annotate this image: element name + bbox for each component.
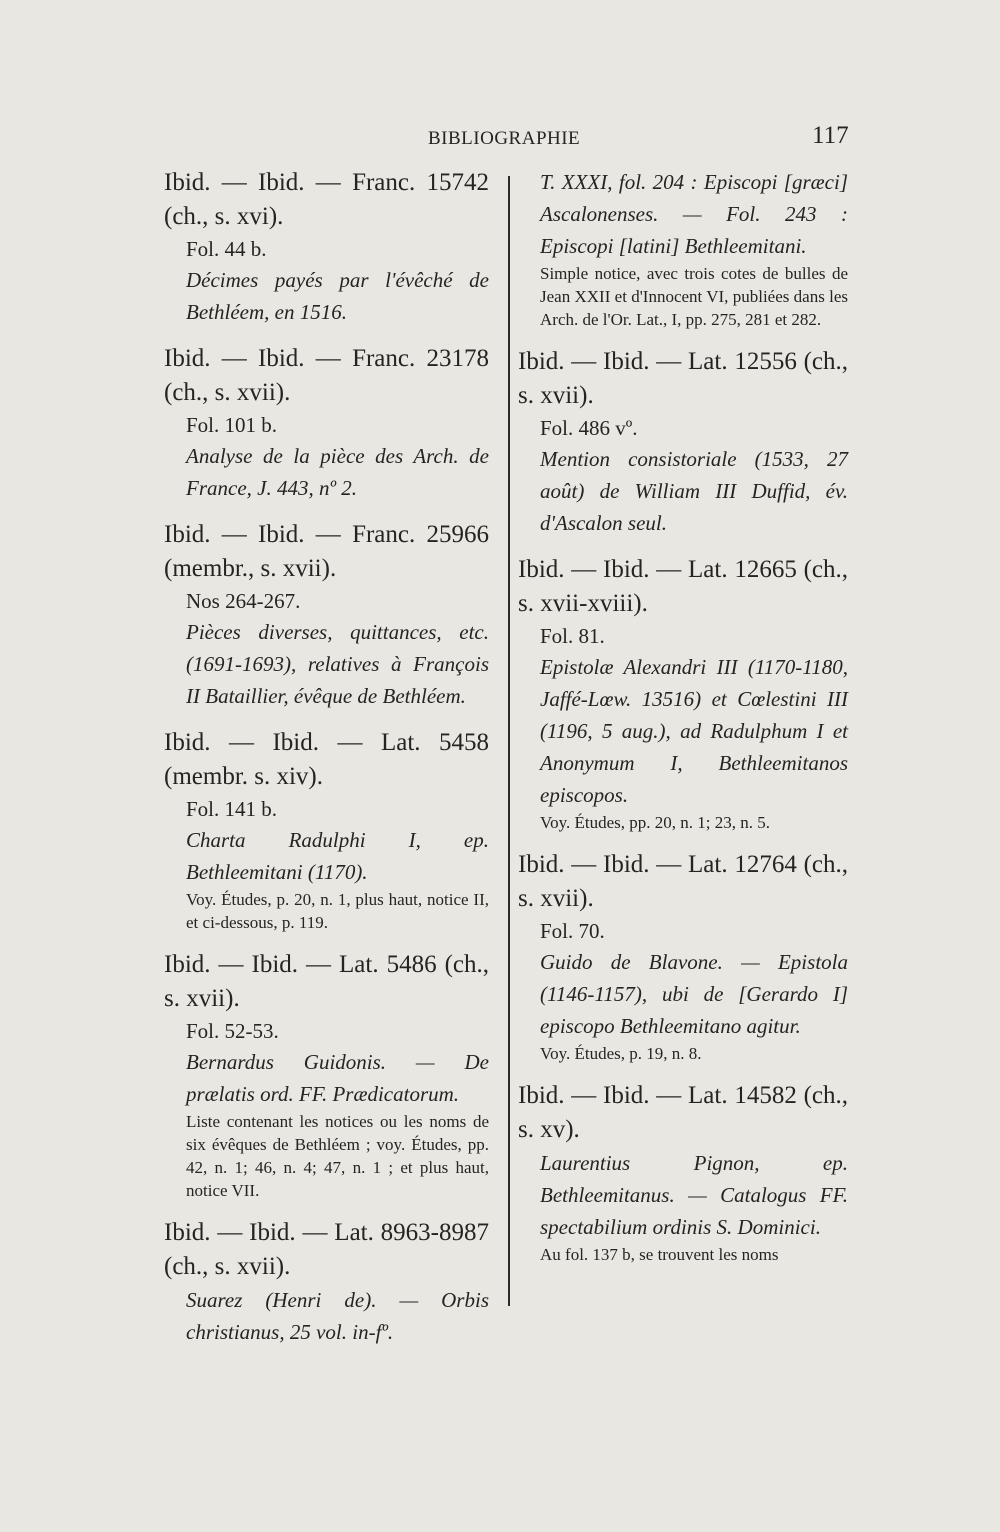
entry-folio: Fol. 101 b. <box>186 413 278 437</box>
page-number: 117 <box>812 122 849 149</box>
bibliography-entry <box>518 553 848 834</box>
entry-heading: Ibid. — Ibid. — Lat. 5458 (membr. s. xiv). <box>164 729 489 790</box>
entry-heading: Ibid. — Ibid. — Lat. 12764 (ch., s. xvii). <box>518 851 848 912</box>
entry-heading: Ibid. — Ibid. — Lat. 12665 (ch., s. xvii-xviii). <box>518 556 848 617</box>
left-column <box>164 166 489 1362</box>
bibliography-entry <box>518 848 848 1065</box>
bibliography-entry <box>518 166 848 331</box>
entry-title: Laurentius Pignon, ep. Bethleemitanus. — Catalogus FF. spectabilium ordinis S. Dominici. <box>540 1151 848 1239</box>
entry-title: Pièces diverses, quittances, etc. (1691-1693), relatives à François II Bataillier, évêque de Bethléem. <box>186 620 489 708</box>
bibliography-entry <box>164 948 489 1202</box>
bibliography-entry <box>164 342 489 504</box>
entry-heading: Ibid. — Ibid. — Lat. 8963-8987 (ch., s. xvii). <box>164 1219 489 1280</box>
entry-folio: Nos 264-267. <box>186 589 301 613</box>
running-title: BIBLIOGRAPHIE <box>428 128 581 149</box>
entry-title: Décimes payés par l'évêché de Bethléem, en 1516. <box>186 268 489 324</box>
entry-note: Voy. Études, p. 20, n. 1, plus haut, notice II, et ci-dessous, p. 119. <box>186 890 489 932</box>
entry-note: Liste contenant les notices ou les noms de six évêques de Bethléem ; voy. Études, pp. 42, n. 1; 46, n. 4; 47, n. 1 ; et plus haut, notice VII. <box>186 1112 489 1200</box>
right-column <box>518 166 848 1280</box>
entry-folio: Fol. 141 b. <box>186 797 278 821</box>
bibliography-entry <box>518 345 848 539</box>
entry-title: Bernardus Guidonis. — De prælatis ord. FF. Prædicatorum. <box>186 1050 489 1106</box>
entry-folio: Fol. 486 vº. <box>540 416 638 440</box>
entry-title: Epistolæ Alexandri III (1170-1180, Jaffé-Lœw. 13516) et Cœlestini III (1196, 5 aug.), ad Radulphum I et Anonymum I, Bethleemitanos episcopos. <box>540 655 848 807</box>
entry-heading: Ibid. — Ibid. — Lat. 12556 (ch., s. xvii). <box>518 348 848 409</box>
column-divider <box>508 176 510 1306</box>
entry-heading: Ibid. — Ibid. — Franc. 23178 (ch., s. xvii). <box>164 345 489 406</box>
bibliography-entry <box>518 1079 848 1266</box>
entry-title: Guido de Blavone. — Epistola (1146-1157), ubi de [Gerardo I] episcopo Bethleemitano agitur. <box>540 950 848 1038</box>
entry-title: Analyse de la pièce des Arch. de France, J. 443, nº 2. <box>186 444 489 500</box>
entry-folio: Fol. 81. <box>540 624 605 648</box>
bibliography-entry <box>164 166 489 328</box>
page-header <box>0 118 1000 154</box>
entry-title: Mention consistoriale (1533, 27 août) de William III Duffid, év. d'Ascalon seul. <box>540 447 848 535</box>
entry-title: T. XXXI, fol. 204 : Episcopi [græci] Ascalonenses. — Fol. 243 : Episcopi [latini] Bethleemitani. <box>540 170 848 258</box>
entry-title: Suarez (Henri de). — Orbis christianus, 25 vol. in-fº. <box>186 1288 489 1344</box>
entry-note: Simple notice, avec trois cotes de bulles de Jean XXII et d'Innocent VI, publiées dans les Arch. de l'Or. Lat., I, pp. 275, 281 et 282. <box>540 264 848 329</box>
entry-note: Voy. Études, pp. 20, n. 1; 23, n. 5. <box>540 813 770 832</box>
bibliography-entry <box>164 518 489 712</box>
entry-folio: Fol. 52-53. <box>186 1019 279 1043</box>
entry-folio: Fol. 44 b. <box>186 237 267 261</box>
entry-heading: Ibid. — Ibid. — Franc. 15742 (ch., s. xvi). <box>164 169 489 230</box>
bibliography-entry <box>164 726 489 934</box>
entry-note: Voy. Études, p. 19, n. 8. <box>540 1044 702 1063</box>
entry-heading: Ibid. — Ibid. — Franc. 25966 (membr., s. xvii). <box>164 521 489 582</box>
entry-heading: Ibid. — Ibid. — Lat. 14582 (ch., s. xv). <box>518 1082 848 1143</box>
entry-title: Charta Radulphi I, ep. Bethleemitani (1170). <box>186 828 489 884</box>
entry-heading: Ibid. — Ibid. — Lat. 5486 (ch., s. xvii). <box>164 951 489 1012</box>
entry-note: Au fol. 137 b, se trouvent les noms <box>540 1245 779 1264</box>
entry-folio: Fol. 70. <box>540 919 605 943</box>
bibliography-entry <box>164 1216 489 1348</box>
